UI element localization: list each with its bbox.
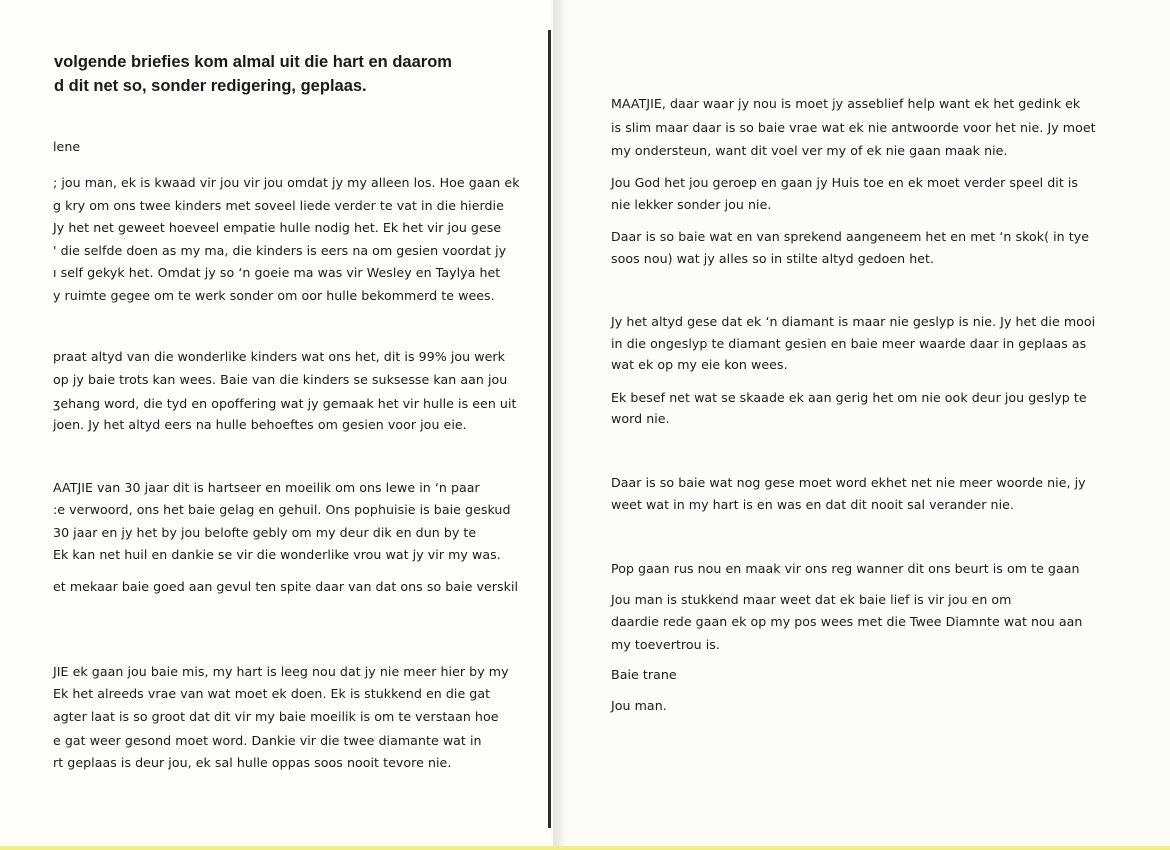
text-line: joen. Jy het altyd eers na hulle behoeftes om gesien voor jou eie. — [53, 417, 467, 432]
text-line: nie lekker sonder jou nie. — [611, 197, 772, 212]
text-line: weet wat in my hart is en was en dat dit nooit sal verander nie. — [611, 497, 1014, 512]
text-line: Ek kan net huil en dankie se vir die wonderlike vrou wat jy vir my was. — [53, 547, 501, 562]
text-line: ' die selfde doen as my ma, die kinders is eers na om gesien voordat jy — [53, 243, 507, 258]
text-line: daardie rede gaan ek op my pos wees met die Twee Diamnte wat nou aan — [611, 614, 1083, 629]
text-line: praat altyd van die wonderlike kinders wat ons het, dit is 99% jou werk — [53, 349, 505, 364]
heading-line: volgende briefies kom almal uit die hart en daarom — [54, 53, 452, 71]
text-line: is slim maar daar is so baie vrae wat ek nie antwoorde voor het nie. Jy moet — [611, 120, 1096, 135]
heading-line: d dit net so, sonder redigering, geplaas. — [54, 77, 367, 95]
text-line: MAATJIE, daar waar jy nou is moet jy asseblief help want ek het gedink ek — [611, 96, 1081, 111]
text-line: Jy het net geweet hoeveel empatie hulle nodig het. Ek het vir jou gese — [53, 220, 502, 235]
text-line: in die ongeslyp te diamant gesien en baie meer waarde daar in geplaas as — [611, 336, 1087, 351]
text-line: ı self gekyk het. Omdat jy so ‘n goeie ma was vir Wesley en Taylya het — [53, 265, 501, 280]
text-line: Baie trane — [611, 667, 677, 682]
text-line: ; jou man, ek is kwaad vir jou vir jou omdat jy my alleen los. Hoe gaan ek — [53, 175, 520, 190]
text-line: AATJIE van 30 jaar dit is hartseer en moeilik om ons lewe in ‘n paar — [53, 480, 480, 495]
text-line: word nie. — [611, 411, 670, 426]
text-line: agter laat is so groot dat dit vir my baie moeilik is om te verstaan hoe — [53, 709, 499, 724]
text-line: Daar is so baie wat nog gese moet word ekhet net nie meer woorde nie, jy — [611, 475, 1086, 490]
text-line: :e verwoord, ons het baie gelag en gehuil. Ons pophuisie is baie geskud — [53, 502, 511, 517]
text-line: g kry om ons twee kinders met soveel liede verder te vat in die hierdie — [53, 198, 504, 213]
text-line: y ruimte gegee om te werk sonder om oor hulle bekommerd te wees. — [53, 288, 495, 303]
text-line: Ek het alreeds vrae van wat moet ek doen. Ek is stukkend en die gat — [53, 686, 491, 701]
page-gutter-shadow — [553, 0, 567, 850]
page-divider — [548, 30, 551, 828]
text-line: JIE ek gaan jou baie mis, my hart is leeg nou dat jy nie meer hier by my — [53, 664, 509, 679]
text-line: rt geplaas is deur jou, ek sal hulle oppas soos nooit tevore nie. — [53, 755, 452, 770]
text-line: et mekaar baie goed aan gevul ten spite daar van dat ons so baie verskil — [53, 579, 519, 594]
text-line: Ek besef net wat se skaade ek aan gerig het om nie ook deur jou geslyp te — [611, 390, 1087, 405]
text-line: my ondersteun, want dit voel ver my of ek nie gaan maak nie. — [611, 143, 1008, 158]
text-line: op jy baie trots kan wees. Baie van die kinders se suksesse kan aan jou — [53, 372, 508, 387]
text-line: wat ek op my eie kon wees. — [611, 357, 788, 372]
text-line: 30 jaar en jy het by jou belofte gebly om my deur dik en dun by te — [53, 525, 477, 540]
salutation: lene — [53, 139, 81, 154]
text-line: Pop gaan rus nou en maak vir ons reg wanner dit ons beurt is om te gaan — [611, 561, 1080, 576]
text-line: soos nou) wat jy alles so in stilte altyd gedoen het. — [611, 251, 935, 266]
page-bottom-edge — [0, 846, 1170, 850]
signature: Jou man. — [611, 698, 667, 713]
text-line: Jou God het jou geroep en gaan jy Huis toe en ek moet verder speel dit is — [611, 175, 1079, 190]
text-line: my toevertrou is. — [611, 637, 720, 652]
text-line: Jou man is stukkend maar weet dat ek baie lief is vir jou en om — [611, 592, 1012, 607]
text-line: Daar is so baie wat en van sprekend aangeneem het en met ‘n skok( in tye — [611, 229, 1090, 244]
text-line: Jy het altyd gese dat ek ‘n diamant is maar nie geslyp is nie. Jy het die mooi — [611, 314, 1096, 329]
text-line: ʒehang word, die tyd en opoffering wat jy gemaak het vir hulle is een uit — [53, 396, 517, 411]
text-line: e gat weer gesond moet word. Dankie vir die twee diamante wat in — [53, 733, 482, 748]
left-page — [0, 0, 551, 850]
right-page — [553, 0, 1170, 850]
